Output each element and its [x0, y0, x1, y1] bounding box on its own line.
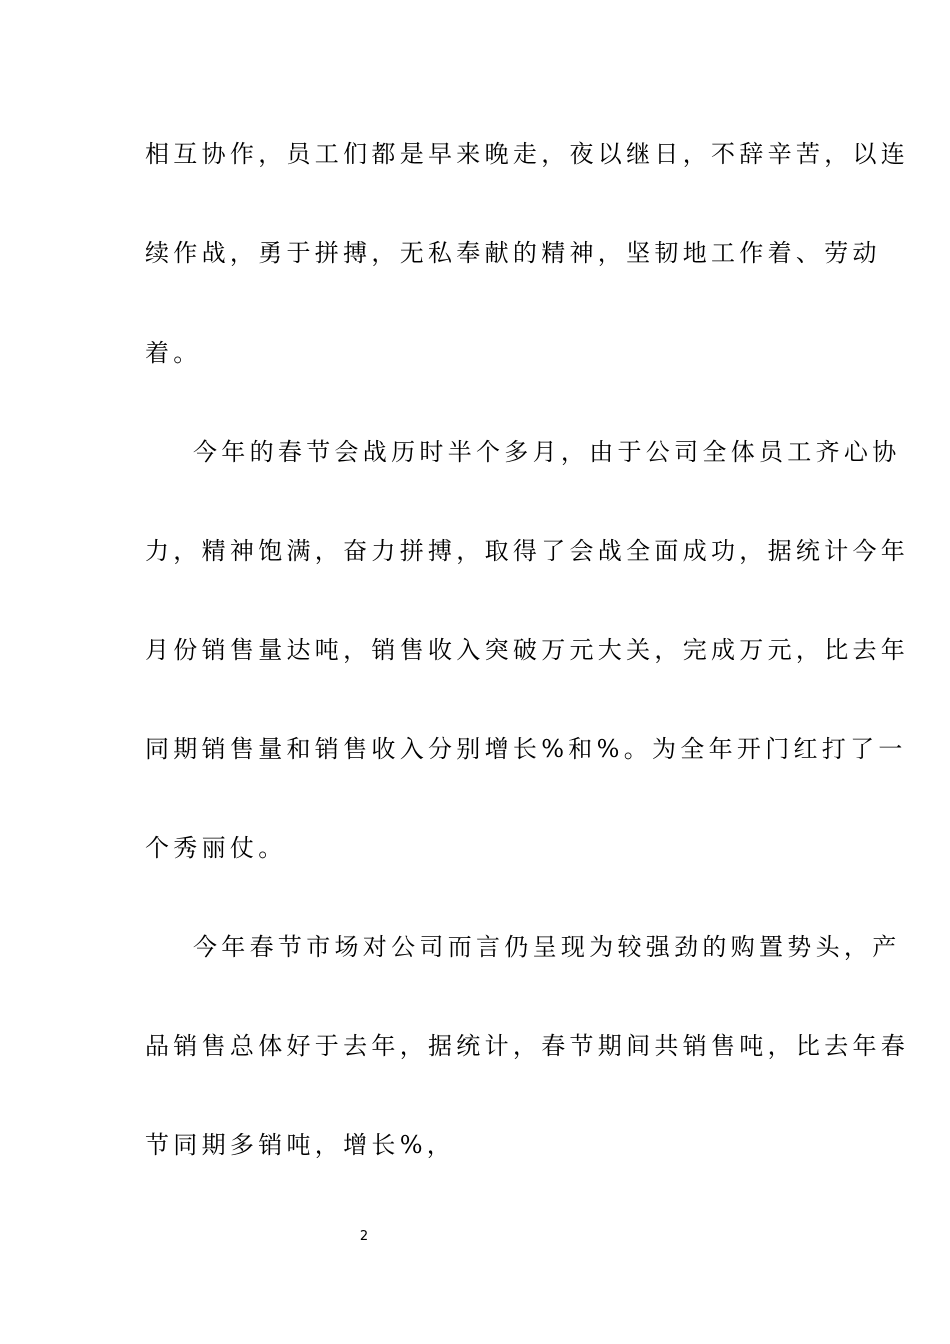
text-line: 着。 — [145, 339, 202, 367]
text-line: 个秀丽仗。 — [145, 834, 287, 862]
text-line: 续作战，勇于拼搏，无私奉献的精神，坚韧地工作着、劳动 — [145, 239, 881, 267]
text-line: 同期销售量和销售收入分别增长%和%。为全年开门红打了一 — [145, 735, 907, 763]
paragraph-first-line: 今年的春节会战历时半个多月，由于公司全体员工齐心协 — [193, 438, 901, 466]
paragraph-first-line: 今年春节市场对公司而言仍呈现为较强劲的购置势头，产 — [193, 933, 901, 961]
text-line: 相互协作，员工们都是早来晚走，夜以继日，不辞辛苦，以连 — [145, 140, 910, 168]
text-line: 品销售总体好于去年，据统计，春节期间共销售吨，比去年春 — [145, 1032, 910, 1060]
page-number: 2 — [359, 1229, 369, 1244]
text-line: 力，精神饱满，奋力拼搏，取得了会战全面成功，据统计今年 — [145, 537, 910, 565]
text-line: 节同期多销吨，增长%， — [145, 1131, 456, 1159]
text-line: 月份销售量达吨，销售收入突破万元大关，完成万元，比去年 — [145, 636, 910, 664]
